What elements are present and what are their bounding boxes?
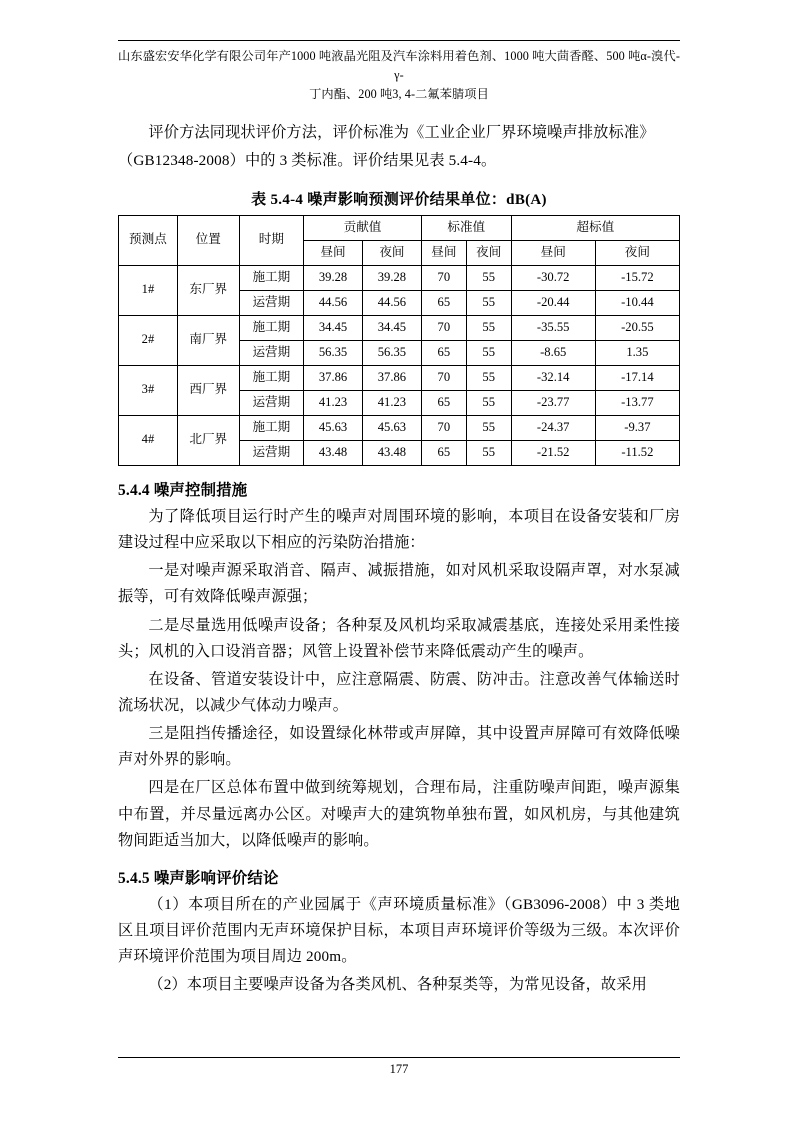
- cell-ex-day: -8.65: [511, 341, 595, 366]
- cell-ex-day: -20.44: [511, 291, 595, 316]
- header-period: 时期: [239, 216, 304, 266]
- section-heading-545: 5.4.5 噪声影响评价结论: [118, 869, 279, 887]
- section-heading-544: 5.4.4 噪声控制措施: [118, 482, 248, 499]
- section-544-paragraph-3: 二是尽量选用低噪声设备；各种泵及风机均采取减震基底，连接处采用柔性接头；风机的入口设消音器；风管上设置补偿节来降低震动产生的噪声。: [118, 616, 680, 660]
- cell-ex-night: -10.44: [595, 291, 679, 316]
- cell-std-day: 65: [421, 291, 466, 316]
- cell-period: 运营期: [239, 341, 304, 366]
- cell-std-day: 70: [421, 316, 466, 341]
- cell-std-night: 55: [466, 366, 511, 391]
- cell-contrib-night: 34.45: [362, 316, 421, 341]
- table-row: [119, 366, 680, 391]
- cell-period: 运营期: [239, 291, 304, 316]
- cell-period: 施工期: [239, 366, 304, 391]
- table-row: [119, 316, 680, 341]
- header-point: 预测点: [119, 216, 178, 266]
- cell-contrib-day: 41.23: [304, 391, 363, 416]
- page-footer: [118, 1057, 680, 1077]
- cell-ex-night: -15.72: [595, 266, 679, 291]
- cell-contrib-day: 43.48: [304, 441, 363, 466]
- cell-contrib-day: 39.28: [304, 266, 363, 291]
- cell-location: 西厂界: [177, 366, 239, 416]
- section-545-paragraph-1: （1）本项目所在的产业园属于《声环境质量标准》（GB3096-2008）中 3 类地区且项目评价范围内无声环境保护目标，本项目声环境评价等级为三级。本次评价声环境评价范围为项目周边 200m。: [118, 895, 680, 966]
- running-header-line-2: 丁内酯、200 吨3, 4-二氟苯腈项目: [309, 86, 489, 101]
- cell-contrib-day: 37.86: [304, 366, 363, 391]
- cell-std-night: 55: [466, 341, 511, 366]
- cell-period: 施工期: [239, 416, 304, 441]
- intro-paragraph-2: （GB12348-2008）中的 3 类标准。评价结果见表 5.4-4。: [118, 151, 497, 169]
- running-header: [118, 47, 680, 104]
- cell-std-night: 55: [466, 316, 511, 341]
- cell-point: 4#: [119, 416, 178, 466]
- noise-table-body: [119, 266, 680, 466]
- cell-std-night: 55: [466, 416, 511, 441]
- cell-ex-night: -9.37: [595, 416, 679, 441]
- page-number: 177: [389, 1062, 409, 1076]
- noise-prediction-table: [118, 215, 680, 466]
- header-contribution-night: 夜间: [362, 241, 421, 266]
- cell-period: 运营期: [239, 441, 304, 466]
- header-excess: 超标值: [511, 216, 679, 241]
- cell-contrib-night: 45.63: [362, 416, 421, 441]
- header-excess-day: 昼间: [511, 241, 595, 266]
- cell-contrib-day: 56.35: [304, 341, 363, 366]
- header-location: 位置: [177, 216, 239, 266]
- noise-table-wrapper: [118, 215, 680, 466]
- section-544-paragraph-1: 为了降低项目运行时产生的噪声对周围环境的影响，本项目在设备安装和厂房建设过程中应采取以下相应的污染防治措施：: [118, 508, 680, 552]
- footer-divider: [118, 1057, 680, 1058]
- cell-point: 2#: [119, 316, 178, 366]
- header-contribution: 贡献值: [304, 216, 422, 241]
- header-standard: 标准值: [421, 216, 511, 241]
- cell-ex-day: -35.55: [511, 316, 595, 341]
- cell-ex-night: -11.52: [595, 441, 679, 466]
- cell-ex-day: -30.72: [511, 266, 595, 291]
- running-header-line-1: 山东盛宏安华化学有限公司年产1000 吨液晶光阻及汽车涂料用着色剂、1000 吨大茴香醛、500 吨α-溴代-γ-: [118, 49, 680, 82]
- cell-ex-day: -21.52: [511, 441, 595, 466]
- intro-paragraph-1: 评价方法同现状评价方法，评价标准为《工业企业厂界环境噪声排放标准》: [148, 123, 655, 141]
- cell-std-day: 65: [421, 391, 466, 416]
- table-header-row-1: [119, 216, 680, 241]
- cell-contrib-night: 44.56: [362, 291, 421, 316]
- cell-period: 施工期: [239, 266, 304, 291]
- cell-contrib-night: 41.23: [362, 391, 421, 416]
- cell-point: 1#: [119, 266, 178, 316]
- cell-std-day: 65: [421, 341, 466, 366]
- cell-contrib-night: 43.48: [362, 441, 421, 466]
- cell-std-day: 70: [421, 416, 466, 441]
- cell-period: 施工期: [239, 316, 304, 341]
- header-divider: [118, 40, 680, 41]
- cell-ex-night: -17.14: [595, 366, 679, 391]
- section-544-paragraph-5: 三是阻挡传播途径，如设置绿化林带或声屏障，其中设置声屏障可有效降低噪声对外界的影响。: [118, 725, 680, 769]
- cell-std-night: 55: [466, 266, 511, 291]
- cell-ex-night: 1.35: [595, 341, 679, 366]
- section-544-paragraph-2: 一是对噪声源采取消音、隔声、减振措施，如对风机采取设隔声罩，对水泵减振等，可有效降低噪声源强；: [118, 562, 680, 606]
- section-545-paragraph-2: （2）本项目主要噪声设备为各类风机、各种泵类等，为常见设备，故采用: [148, 976, 647, 994]
- table-row: [119, 416, 680, 441]
- cell-ex-day: -24.37: [511, 416, 595, 441]
- table-row: [119, 266, 680, 291]
- cell-std-night: 55: [466, 391, 511, 416]
- table-caption: 表 5.4-4 噪声影响预测评价结果单位：dB(A): [251, 192, 547, 208]
- header-contribution-day: 昼间: [304, 241, 363, 266]
- cell-location: 北厂界: [177, 416, 239, 466]
- header-excess-night: 夜间: [595, 241, 679, 266]
- cell-period: 运营期: [239, 391, 304, 416]
- cell-ex-day: -23.77: [511, 391, 595, 416]
- cell-std-day: 65: [421, 441, 466, 466]
- cell-contrib-day: 45.63: [304, 416, 363, 441]
- cell-contrib-day: 44.56: [304, 291, 363, 316]
- cell-std-day: 70: [421, 266, 466, 291]
- page-content: [118, 40, 680, 1000]
- cell-ex-night: -13.77: [595, 391, 679, 416]
- header-standard-night: 夜间: [466, 241, 511, 266]
- cell-point: 3#: [119, 366, 178, 416]
- cell-contrib-night: 37.86: [362, 366, 421, 391]
- cell-contrib-night: 56.35: [362, 341, 421, 366]
- section-544-paragraph-6: 四是在厂区总体布置中做到统筹规划，合理布局，注重防噪声间距，噪声源集中布置，并尽量远离办公区。对噪声大的建筑物单独布置，如风机房，与其他建筑物间距适当加大，以降低噪声的影响。: [118, 779, 680, 849]
- cell-contrib-day: 34.45: [304, 316, 363, 341]
- cell-contrib-night: 39.28: [362, 266, 421, 291]
- cell-std-day: 70: [421, 366, 466, 391]
- cell-location: 南厂界: [177, 316, 239, 366]
- cell-std-night: 55: [466, 291, 511, 316]
- section-544-paragraph-4: 在设备、管道安装设计中，应注意隔震、防震、防冲击。注意改善气体输送时流场状况，以减少气体动力噪声。: [118, 670, 680, 714]
- header-standard-day: 昼间: [421, 241, 466, 266]
- cell-std-night: 55: [466, 441, 511, 466]
- cell-location: 东厂界: [177, 266, 239, 316]
- cell-ex-night: -20.55: [595, 316, 679, 341]
- cell-ex-day: -32.14: [511, 366, 595, 391]
